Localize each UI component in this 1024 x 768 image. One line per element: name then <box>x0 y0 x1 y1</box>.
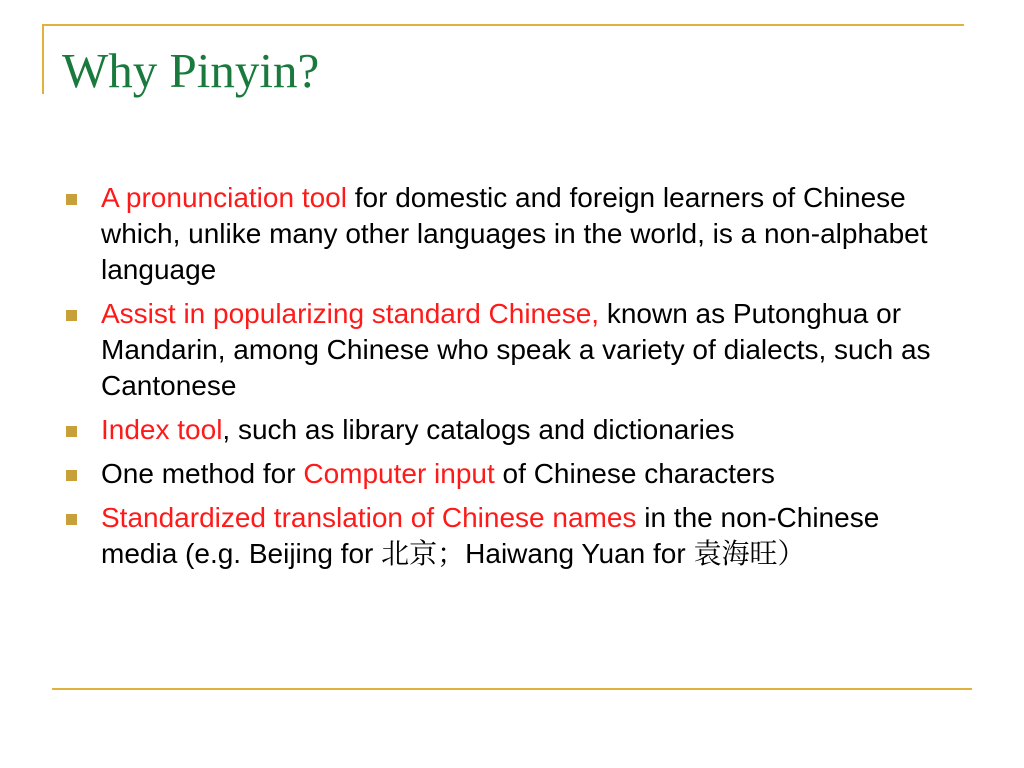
bullet-text: Haiwang Yuan for <box>465 538 694 569</box>
bullet-text: in the non-Chinese media (e.g. Beijing for <box>101 502 880 569</box>
bullet-list <box>66 180 946 580</box>
square-bullet-icon <box>66 426 77 437</box>
bullet-highlight: A pronunciation tool <box>101 182 347 213</box>
square-bullet-icon <box>66 470 77 481</box>
bullet-highlight: Assist in popularizing standard Chinese, <box>101 298 600 329</box>
bullet-highlight: Standardized translation of Chinese names <box>101 502 637 533</box>
bullet-highlight: Computer input <box>303 458 495 489</box>
chinese-text-name: 袁海旺） <box>693 537 806 570</box>
bullet-item-translation <box>66 500 946 572</box>
slide-title: Why Pinyin? <box>62 43 320 98</box>
bullet-item-pronunciation <box>66 180 946 288</box>
bullet-item-standard-chinese <box>66 296 946 404</box>
square-bullet-icon <box>66 194 77 205</box>
bullet-text: One method for <box>101 458 304 489</box>
bullet-item-computer-input <box>66 456 946 492</box>
top-accent-line <box>42 24 964 26</box>
bottom-accent-line <box>52 688 972 690</box>
left-accent-line <box>42 24 44 94</box>
chinese-text-beijing: 北京； <box>381 537 466 570</box>
bullet-text: , such as library catalogs and dictionaries <box>222 414 735 445</box>
bullet-item-index-tool <box>66 412 946 448</box>
bullet-text: known as Putonghua or Mandarin, among Chinese who speak a variety of dialects, such as Cantonese <box>101 298 931 401</box>
square-bullet-icon <box>66 514 77 525</box>
bullet-highlight: Index tool <box>101 414 223 445</box>
square-bullet-icon <box>66 310 77 321</box>
bullet-text: of Chinese characters <box>494 458 775 489</box>
bullet-text: for domestic and foreign learners of Chinese which, unlike many other languages in the world, is a non-alphabet language <box>101 182 928 285</box>
